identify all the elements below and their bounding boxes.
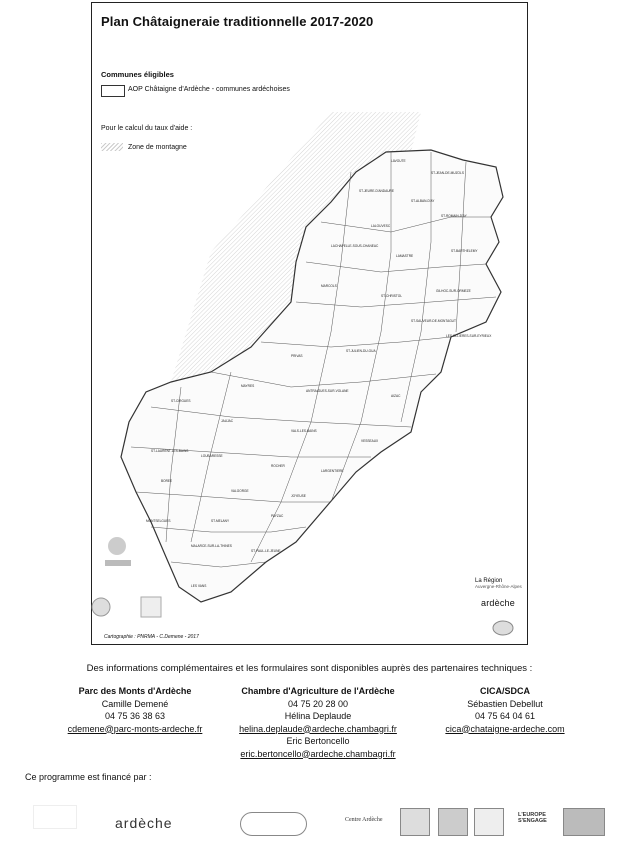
svg-text:LALOUVESC: LALOUVESC: [371, 224, 391, 228]
svg-text:ST-CIRGUES: ST-CIRGUES: [171, 399, 191, 403]
svg-text:ST-JEURE-D'ANDAURE: ST-JEURE-D'ANDAURE: [359, 189, 394, 193]
svg-text:ST-PAUL-LE-JEUNE: ST-PAUL-LE-JEUNE: [251, 549, 281, 553]
partner-phone: 04 75 36 38 63: [104, 711, 166, 721]
svg-text:LES OLLIERES-SUR-EYRIEUX: LES OLLIERES-SUR-EYRIEUX: [446, 334, 492, 338]
svg-text:BOREE: BOREE: [161, 479, 173, 483]
svg-text:ROCHER: ROCHER: [271, 464, 285, 468]
small-logo-icon: [141, 597, 161, 617]
partner-name: Parc des Monts d'Ardèche: [78, 686, 192, 696]
chataigne-logo-icon: [92, 598, 110, 616]
svg-text:JOYEUSE: JOYEUSE: [291, 494, 306, 498]
svg-text:MARCOLS: MARCOLS: [321, 284, 337, 288]
legend-item-label: AOP Châtaigne d'Ardèche - communes ardéchoises: [128, 86, 290, 93]
svg-text:LAMASTRE: LAMASTRE: [396, 254, 414, 258]
info-line: Des informations complémentaires et les formulaires sont disponibles auprès des partenaires techniques :: [86, 663, 533, 674]
pnr-badge-icon: [105, 560, 131, 566]
svg-text:LES VANS: LES VANS: [191, 584, 207, 588]
region-logo: [475, 578, 522, 589]
hatch-item-label: Zone de montagne: [128, 144, 187, 151]
svg-text:AIZAC: AIZAC: [391, 394, 401, 398]
communes-map: [91, 2, 528, 645]
partner-name: CICA/SDCA: [479, 686, 530, 696]
partner-contact: Camille Demené: [101, 698, 169, 709]
financed-by: Ce programme est financé par :: [25, 772, 152, 782]
partner-phone: 04 75 64 04 61: [474, 711, 536, 721]
funder-logo-6: [438, 808, 468, 836]
partner-chambre: [218, 685, 418, 760]
svg-text:PRIVAS: PRIVAS: [291, 354, 303, 358]
region-logo-text: La Région: [475, 578, 503, 584]
svg-text:LARGENTIERE: LARGENTIERE: [321, 469, 344, 473]
svg-text:ST-MELANY: ST-MELANY: [211, 519, 230, 523]
svg-text:LOUBARESSE: LOUBARESSE: [201, 454, 223, 458]
funder-logo-5: [400, 808, 430, 836]
svg-text:PAYZAC: PAYZAC: [271, 514, 284, 518]
partner-phone: 04 75 20 28 00: [287, 698, 349, 709]
partner-contact: Hélina Deplaude: [284, 711, 352, 721]
svg-text:LACHAPELLE-SOUS-CHANEAC: LACHAPELLE-SOUS-CHANEAC: [331, 244, 379, 248]
partner-email-link[interactable]: helina.deplaude@ardeche.chambagri.fr: [239, 723, 397, 734]
partner-cica: [425, 685, 585, 735]
parc-logo-icon: [108, 537, 126, 555]
svg-text:MONTSELGUES: MONTSELGUES: [146, 519, 171, 523]
svg-text:ST-ROMAIN-D'AY: ST-ROMAIN-D'AY: [441, 214, 467, 218]
funder-centre-logo: Centre Ardèche: [345, 817, 383, 823]
partner-email-link-2[interactable]: eric.bertoncello@ardeche.chambagri.fr: [240, 748, 396, 759]
svg-text:ST-ALBAN-D'AY: ST-ALBAN-D'AY: [411, 199, 435, 203]
svg-text:VESSEAUX: VESSEAUX: [361, 439, 379, 443]
partner-contact-2: Eric Bertoncello: [286, 736, 350, 746]
legend-heading: Communes éligibles: [101, 70, 174, 79]
leader-logo-icon: [493, 621, 513, 635]
svg-text:ST-BARTHELEMY: ST-BARTHELEMY: [451, 249, 478, 253]
svg-text:JAUJAC: JAUJAC: [221, 419, 234, 423]
svg-text:MAYRES: MAYRES: [241, 384, 255, 388]
funder-europe-logo: L'EUROPE S'ENGAGE: [518, 812, 547, 824]
funder-ardeche-logo: ardèche: [115, 815, 173, 831]
partner-email-link[interactable]: cdemene@parc-monts-ardeche.fr: [67, 723, 203, 734]
svg-text:ST-CHRISTOL: ST-CHRISTOL: [381, 294, 403, 298]
partner-parc: [60, 685, 210, 735]
svg-text:ANTRAIGUES-SUR-VOLANE: ANTRAIGUES-SUR-VOLANE: [306, 389, 349, 393]
svg-text:LAVOUTE: LAVOUTE: [391, 159, 406, 163]
svg-text:VALGORGE: VALGORGE: [231, 489, 249, 493]
svg-text:VALS-LES-BAINS: VALS-LES-BAINS: [291, 429, 317, 433]
svg-text:GILHOC-SUR-ORMEZE: GILHOC-SUR-ORMEZE: [436, 289, 471, 293]
funder-leader-logo: [240, 812, 307, 836]
svg-text:ST-JEAN-DE-MUZOLS: ST-JEAN-DE-MUZOLS: [431, 171, 464, 175]
svg-text:ST-LAURENT-LES-BAINS: ST-LAURENT-LES-BAINS: [151, 449, 189, 453]
svg-text:MALARCE-SUR-LA-THINES: MALARCE-SUR-LA-THINES: [191, 544, 232, 548]
map-credit: Cartographie : PNRMA - C.Demene - 2017: [104, 634, 199, 640]
svg-text:ST-JULIEN-DU-GUA: ST-JULIEN-DU-GUA: [346, 349, 376, 353]
partner-name: Chambre d'Agriculture de l'Ardèche: [241, 686, 395, 696]
region-logo-sub: Auvergne-Rhône-Alpes: [475, 584, 522, 589]
svg-text:ST-SAUVEUR-DE-MONTAGUT: ST-SAUVEUR-DE-MONTAGUT: [411, 319, 456, 323]
ardeche-logo-map: ardèche: [481, 598, 515, 608]
funder-logo-7: [474, 808, 504, 836]
funder-logo-1: [33, 805, 77, 829]
partner-contact: Sébastien Debellut: [467, 698, 543, 709]
funder-eu-flag: [563, 808, 605, 836]
partner-email-link[interactable]: cica@chataigne-ardeche.com: [445, 723, 565, 734]
calc-heading: Pour le calcul du taux d'aide :: [101, 125, 193, 132]
page-title: Plan Châtaigneraie traditionnelle 2017-2020: [101, 14, 374, 29]
